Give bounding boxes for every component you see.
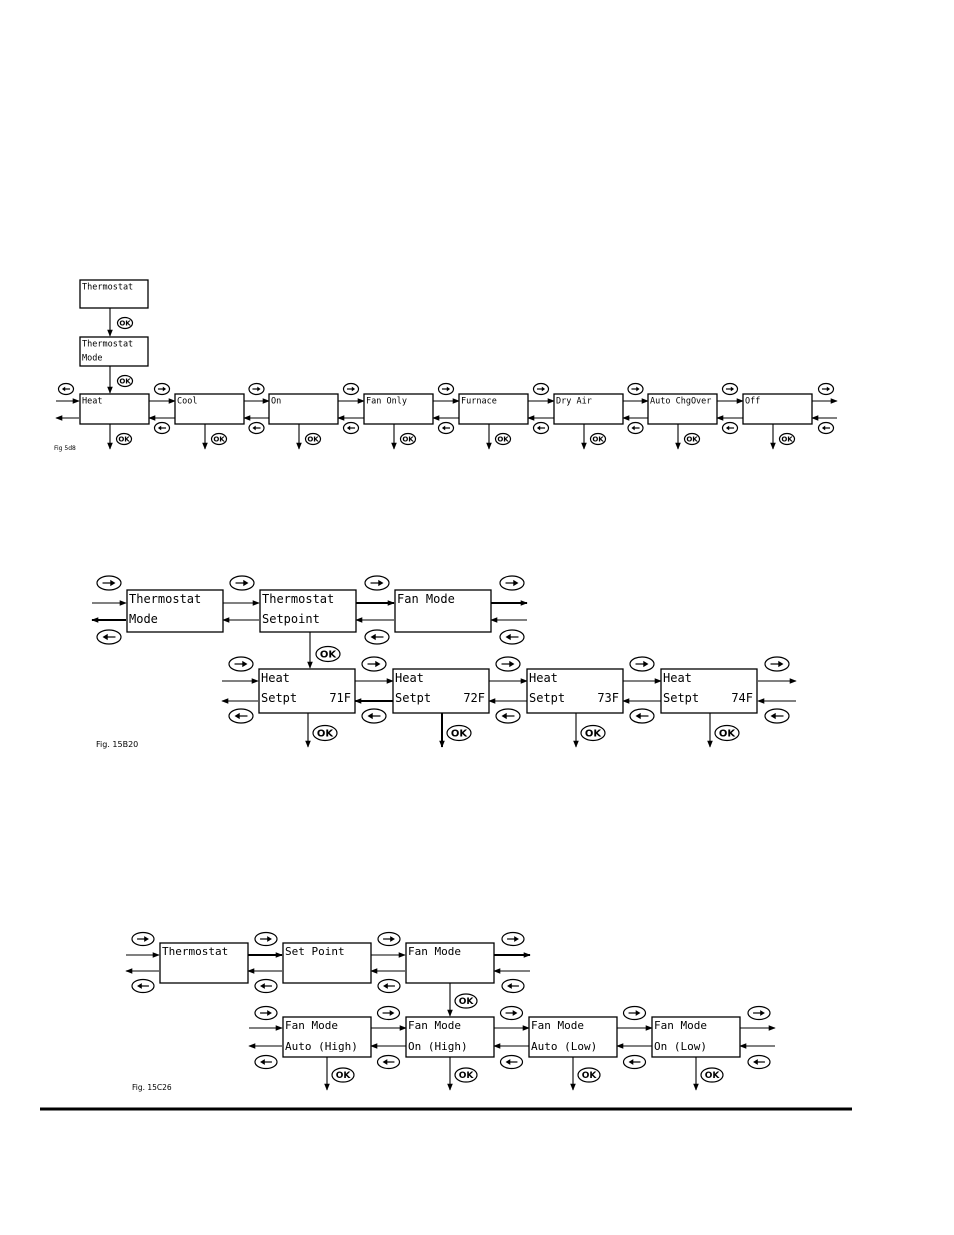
right-key[interactable] [378, 1007, 400, 1020]
box-setpoint-value-line-1: Heat [395, 671, 424, 685]
right-key[interactable] [500, 576, 524, 590]
box-mode-option [648, 394, 717, 424]
box-fan-mode-option-line-1: Fan Mode [531, 1019, 584, 1032]
ok-key[interactable] [581, 726, 605, 741]
ok-key-label: OK [307, 435, 319, 444]
left-key[interactable] [155, 423, 170, 434]
ok-key[interactable] [591, 434, 606, 445]
box-fan-mode-option-line-2: On (High) [408, 1040, 468, 1053]
box-setpoint-value-line-1: Heat [261, 671, 290, 685]
figure-label: Fig 5d8 [54, 445, 76, 452]
box-setpoint-value-line-2: Setpt [261, 691, 298, 705]
box-mode-option [459, 394, 528, 424]
ok-key[interactable] [780, 434, 795, 445]
left-key[interactable] [748, 1056, 770, 1069]
box-setpoint-value-line-2: Setpt [529, 691, 566, 705]
ok-key[interactable] [455, 994, 477, 1008]
ok-key-label: OK [458, 997, 474, 1008]
right-key[interactable] [378, 933, 400, 946]
ok-key-label: OK [316, 728, 334, 740]
left-key[interactable] [97, 630, 121, 644]
right-key[interactable] [819, 384, 834, 395]
box-setpoint-value [661, 669, 757, 713]
ok-key-label: OK [213, 435, 225, 444]
left-key[interactable] [723, 423, 738, 434]
right-key[interactable] [255, 1007, 277, 1020]
box-mode-option [175, 394, 244, 424]
box-mode-option-line-1: Heat [82, 396, 103, 407]
right-key[interactable] [723, 384, 738, 395]
box-setpoint-value [527, 669, 623, 713]
ok-key-label: OK [704, 1071, 720, 1082]
ok-key[interactable] [118, 318, 133, 329]
ok-key-label: OK [119, 319, 131, 328]
figure-label: Fig. 15B20 [96, 740, 139, 749]
box-fan-mode-option-line-1: Fan Mode [285, 1019, 338, 1032]
box-fan-mode-option-line-2: Auto (Low) [531, 1040, 598, 1053]
box-setpoint-value-value: 74F [731, 691, 753, 705]
left-key[interactable] [624, 1056, 646, 1069]
ok-key[interactable] [316, 647, 340, 662]
right-key[interactable] [365, 576, 389, 590]
ok-key-label: OK [319, 649, 337, 661]
box-top-menu [406, 943, 494, 983]
left-key[interactable] [496, 709, 520, 723]
ok-key[interactable] [313, 726, 337, 741]
right-key[interactable] [624, 1007, 646, 1020]
ok-key[interactable] [401, 434, 416, 445]
box-mode-option-line-1: On [271, 396, 282, 407]
diagram-thermostat-setpoint [92, 576, 796, 749]
left-key[interactable] [229, 709, 253, 723]
box-top-menu-line-1: Fan Mode [408, 945, 461, 958]
right-key[interactable] [255, 933, 277, 946]
box-mode-option [80, 394, 149, 424]
right-key[interactable] [628, 384, 643, 395]
right-key[interactable] [132, 933, 154, 946]
right-key[interactable] [362, 657, 386, 671]
ok-key[interactable] [496, 434, 511, 445]
box-mode-option [743, 394, 812, 424]
box-setpoint-value-line-2: Setpt [663, 691, 700, 705]
right-key[interactable] [344, 384, 359, 395]
box-top-menu-line-1: Thermostat [262, 592, 335, 606]
box-setpoint-value-line-1: Heat [529, 671, 558, 685]
ok-key-label: OK [592, 435, 604, 444]
right-key[interactable] [765, 657, 789, 671]
box-mode-option-line-1: Furnace [461, 396, 497, 407]
ok-key-label: OK [581, 1071, 597, 1082]
box-top-menu-line-2: Setpoint [262, 612, 320, 626]
box-setpoint-value [393, 669, 489, 713]
box-fan-mode-option-line-2: On (Low) [654, 1040, 707, 1053]
right-key[interactable] [249, 384, 264, 395]
box-top-menu-line-2: Mode [129, 612, 158, 626]
box-setpoint-value-value: 71F [329, 691, 351, 705]
box-thermostat-line-1: Thermostat [82, 282, 134, 293]
left-key[interactable] [630, 709, 654, 723]
ok-key[interactable] [715, 726, 739, 741]
box-mode-option [269, 394, 338, 424]
right-key[interactable] [534, 384, 549, 395]
left-key[interactable] [362, 709, 386, 723]
ok-key[interactable] [212, 434, 227, 445]
left-key[interactable] [365, 630, 389, 644]
box-top-menu-line-1: Fan Mode [397, 592, 455, 606]
right-key[interactable] [630, 657, 654, 671]
left-key[interactable] [819, 423, 834, 434]
ok-key-label: OK [450, 728, 468, 740]
ok-key-label: OK [584, 728, 602, 740]
ok-key-label: OK [402, 435, 414, 444]
box-mode-option-line-1: Off [745, 396, 761, 407]
box-mode-option-line-1: Auto ChgOver [650, 396, 712, 407]
ok-key[interactable] [701, 1068, 723, 1082]
box-thermostat-mode-line-1: Thermostat [82, 339, 134, 350]
box-top-menu-line-1: Thermostat [162, 945, 229, 958]
box-mode-option [364, 394, 433, 424]
box-setpoint-value [259, 669, 355, 713]
box-fan-mode-option [283, 1017, 371, 1057]
box-mode-option-line-1: Dry Air [556, 396, 592, 407]
box-fan-mode-option [406, 1017, 494, 1057]
box-top-menu [160, 943, 248, 983]
ok-key-label: OK [781, 435, 793, 444]
ok-key-label: OK [118, 435, 130, 444]
left-key[interactable] [534, 423, 549, 434]
ok-key-label: OK [458, 1071, 474, 1082]
box-setpoint-value-line-1: Heat [663, 671, 692, 685]
left-key[interactable] [439, 423, 454, 434]
right-key[interactable] [97, 576, 121, 590]
figure-label: Fig. 15C26 [132, 1083, 172, 1092]
ok-key[interactable] [332, 1068, 354, 1082]
left-key[interactable] [628, 423, 643, 434]
left-key[interactable] [378, 980, 400, 993]
diagram-thermostat-mode [54, 280, 837, 452]
left-key[interactable] [132, 980, 154, 993]
ok-key-label: OK [335, 1071, 351, 1082]
ok-key[interactable] [118, 376, 133, 387]
left-key[interactable] [344, 423, 359, 434]
right-key[interactable] [748, 1007, 770, 1020]
right-key[interactable] [501, 1007, 523, 1020]
left-key[interactable] [249, 423, 264, 434]
right-key[interactable] [230, 576, 254, 590]
left-key[interactable] [501, 1056, 523, 1069]
box-fan-mode-option-line-1: Fan Mode [654, 1019, 707, 1032]
box-fan-mode-option [652, 1017, 740, 1057]
right-key[interactable] [502, 933, 524, 946]
ok-key[interactable] [455, 1068, 477, 1082]
box-top-menu [260, 590, 356, 632]
ok-key-label: OK [497, 435, 509, 444]
right-key[interactable] [496, 657, 520, 671]
box-mode-option-line-1: Cool [177, 396, 198, 407]
box-mode-option [554, 394, 623, 424]
box-top-menu-line-1: Set Point [285, 945, 345, 958]
box-fan-mode-option-line-1: Fan Mode [408, 1019, 461, 1032]
box-thermostat-mode [80, 337, 148, 366]
box-thermostat-mode-line-2: Mode [82, 353, 103, 364]
box-setpoint-value-value: 72F [463, 691, 485, 705]
box-fan-mode-option [529, 1017, 617, 1057]
left-key[interactable] [255, 1056, 277, 1069]
left-key[interactable] [765, 709, 789, 723]
ok-key-label: OK [686, 435, 698, 444]
box-top-menu [395, 590, 491, 632]
box-setpoint-value-value: 73F [597, 691, 619, 705]
left-key[interactable] [255, 980, 277, 993]
ok-key[interactable] [685, 434, 700, 445]
left-key[interactable] [502, 980, 524, 993]
ok-key[interactable] [306, 434, 321, 445]
box-top-menu-line-1: Thermostat [129, 592, 202, 606]
ok-key-label: OK [718, 728, 736, 740]
ok-key[interactable] [447, 726, 471, 741]
right-key[interactable] [155, 384, 170, 395]
box-top-menu [127, 590, 223, 632]
left-key[interactable] [59, 384, 74, 395]
box-thermostat [80, 280, 148, 308]
right-key[interactable] [439, 384, 454, 395]
ok-key[interactable] [578, 1068, 600, 1082]
box-setpoint-value-line-2: Setpt [395, 691, 432, 705]
right-key[interactable] [229, 657, 253, 671]
box-top-menu [283, 943, 371, 983]
ok-key[interactable] [117, 434, 132, 445]
box-fan-mode-option-line-2: Auto (High) [285, 1040, 358, 1053]
left-key[interactable] [500, 630, 524, 644]
diagram-fan-mode [126, 933, 775, 1093]
ok-key-label: OK [119, 377, 131, 386]
left-key[interactable] [378, 1056, 400, 1069]
box-mode-option-line-1: Fan Only [366, 396, 407, 407]
